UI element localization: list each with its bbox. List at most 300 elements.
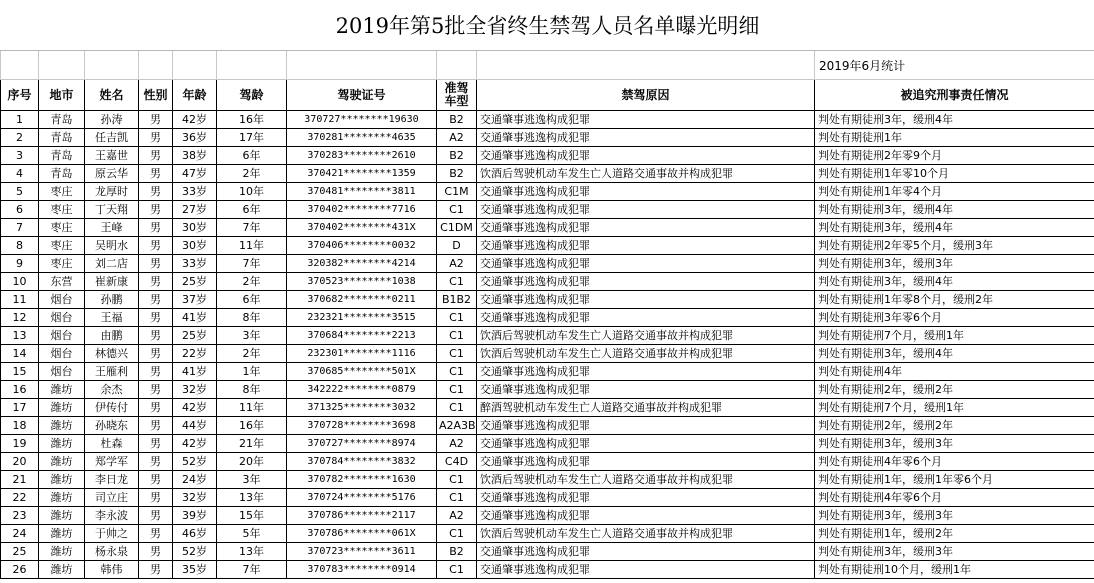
cell-license: 370723********3611 (287, 543, 437, 561)
cell-index: 24 (1, 525, 39, 543)
table-row (1, 453, 1094, 471)
cell-city: 烟台 (39, 309, 85, 327)
cell-driving-age: 11年 (217, 237, 287, 255)
cell-index: 10 (1, 273, 39, 291)
cell-driving-age: 20年 (217, 453, 287, 471)
header-reason: 禁驾原因 (477, 80, 815, 111)
cell-name: 原云华 (85, 165, 139, 183)
table-row (1, 363, 1094, 381)
cell-liability: 判处有期徒刑4年零6个月 (815, 489, 1094, 507)
cell-reason: 醉酒驾驶机动车发生亡人道路交通事故并构成犯罪 (477, 399, 815, 417)
cell-vehicle-type: C1DM (437, 219, 477, 237)
cell-gender: 男 (139, 543, 173, 561)
cell-liability: 判处有期徒刑7个月，缓刑1年 (815, 327, 1094, 345)
table-row (1, 237, 1094, 255)
cell-name: 杨永泉 (85, 543, 139, 561)
cell-driving-age: 16年 (217, 111, 287, 129)
table-row (1, 129, 1094, 147)
cell-driving-age: 8年 (217, 309, 287, 327)
header-license: 驾驶证号 (287, 80, 437, 111)
table-row (1, 435, 1094, 453)
cell-driving-age: 3年 (217, 327, 287, 345)
cell-name: 吴明水 (85, 237, 139, 255)
cell-gender: 男 (139, 453, 173, 471)
cell-reason: 交通肇事逃逸构成犯罪 (477, 111, 815, 129)
cell-reason: 交通肇事逃逸构成犯罪 (477, 363, 815, 381)
table-row (1, 525, 1094, 543)
cell-index: 22 (1, 489, 39, 507)
cell-vehicle-type: C1 (437, 471, 477, 489)
cell-liability: 判处有期徒刑4年 (815, 363, 1094, 381)
header-name: 姓名 (85, 80, 139, 111)
cell-name: 司立庄 (85, 489, 139, 507)
cell-driving-age: 5年 (217, 525, 287, 543)
cell-liability: 判处有期徒刑2年，缓刑2年 (815, 417, 1094, 435)
cell-name: 余杰 (85, 381, 139, 399)
cell-city: 东营 (39, 273, 85, 291)
cell-index: 25 (1, 543, 39, 561)
cell-age: 32岁 (173, 489, 217, 507)
cell-age: 22岁 (173, 345, 217, 363)
cell-driving-age: 8年 (217, 381, 287, 399)
cell-index: 12 (1, 309, 39, 327)
cell-vehicle-type: A2A3B (437, 417, 477, 435)
cell-index: 15 (1, 363, 39, 381)
cell-license: 370523********1038 (287, 273, 437, 291)
table-row (1, 183, 1094, 201)
header-index: 序号 (1, 80, 39, 111)
cell-index: 16 (1, 381, 39, 399)
cell-license: 370728********3698 (287, 417, 437, 435)
cell-name: 由鹏 (85, 327, 139, 345)
cell-index: 13 (1, 327, 39, 345)
cell-vehicle-type: D (437, 237, 477, 255)
table-row (1, 507, 1094, 525)
cell-gender: 男 (139, 129, 173, 147)
cell-index: 6 (1, 201, 39, 219)
cell-age: 36岁 (173, 129, 217, 147)
cell-vehicle-type: B2 (437, 147, 477, 165)
cell-driving-age: 21年 (217, 435, 287, 453)
cell-gender: 男 (139, 327, 173, 345)
cell-liability: 判处有期徒刑3年，缓刑4年 (815, 345, 1094, 363)
table-row (1, 489, 1094, 507)
cell-city: 潍坊 (39, 489, 85, 507)
cell-reason: 饮酒后驾驶机动车发生亡人道路交通事故并构成犯罪 (477, 165, 815, 183)
cell-liability: 判处有期徒刑3年，缓刑3年 (815, 255, 1094, 273)
cell-index: 4 (1, 165, 39, 183)
cell-driving-age: 13年 (217, 489, 287, 507)
cell-liability: 判处有期徒刑1年，缓刑2年 (815, 525, 1094, 543)
cell-license: 370727********19630 (287, 111, 437, 129)
cell-name: 丁天翔 (85, 201, 139, 219)
table-row (1, 327, 1094, 345)
cell-name: 孙鹏 (85, 291, 139, 309)
table-row (1, 345, 1094, 363)
cell-reason: 饮酒后驾驶机动车发生亡人道路交通事故并构成犯罪 (477, 327, 815, 345)
header-liability: 被追究刑事责任情况 (815, 80, 1094, 111)
table-row (1, 561, 1094, 579)
cell-reason: 交通肇事逃逸构成犯罪 (477, 489, 815, 507)
cell-age: 24岁 (173, 471, 217, 489)
cell-gender: 男 (139, 489, 173, 507)
cell-license: 370782********1630 (287, 471, 437, 489)
cell-driving-age: 6年 (217, 201, 287, 219)
cell-index: 26 (1, 561, 39, 579)
cell-gender: 男 (139, 183, 173, 201)
table-row (1, 291, 1094, 309)
table-row (1, 309, 1094, 327)
cell-reason: 交通肇事逃逸构成犯罪 (477, 543, 815, 561)
cell-index: 23 (1, 507, 39, 525)
cell-driving-age: 7年 (217, 219, 287, 237)
cell-age: 37岁 (173, 291, 217, 309)
cell-license: 370402********7716 (287, 201, 437, 219)
cell-gender: 男 (139, 381, 173, 399)
cell-driving-age: 6年 (217, 291, 287, 309)
cell-license: 370783********0914 (287, 561, 437, 579)
cell-age: 38岁 (173, 147, 217, 165)
cell-reason: 交通肇事逃逸构成犯罪 (477, 255, 815, 273)
cell-reason: 交通肇事逃逸构成犯罪 (477, 201, 815, 219)
cell-gender: 男 (139, 345, 173, 363)
cell-reason: 交通肇事逃逸构成犯罪 (477, 417, 815, 435)
cell-license: 232301********1116 (287, 345, 437, 363)
cell-city: 枣庄 (39, 255, 85, 273)
cell-liability: 判处有期徒刑1年零8个月，缓刑2年 (815, 291, 1094, 309)
cell-license: 370421********1359 (287, 165, 437, 183)
cell-name: 李日龙 (85, 471, 139, 489)
cell-gender: 男 (139, 309, 173, 327)
cell-liability: 判处有期徒刑3年，缓刑4年 (815, 111, 1094, 129)
cell-license: 370402********431X (287, 219, 437, 237)
cell-index: 20 (1, 453, 39, 471)
cell-vehicle-type: A2 (437, 255, 477, 273)
cell-driving-age: 2年 (217, 165, 287, 183)
cell-reason: 交通肇事逃逸构成犯罪 (477, 381, 815, 399)
cell-gender: 男 (139, 111, 173, 129)
cell-reason: 交通肇事逃逸构成犯罪 (477, 561, 815, 579)
header-city: 地市 (39, 80, 85, 111)
cell-city: 青岛 (39, 111, 85, 129)
cell-vehicle-type: C1 (437, 201, 477, 219)
cell-gender: 男 (139, 219, 173, 237)
cell-city: 潍坊 (39, 507, 85, 525)
header-row (1, 80, 1094, 111)
cell-city: 枣庄 (39, 201, 85, 219)
cell-age: 25岁 (173, 327, 217, 345)
cell-vehicle-type: B2 (437, 111, 477, 129)
cell-gender: 男 (139, 255, 173, 273)
cell-gender: 男 (139, 435, 173, 453)
cell-name: 孙涛 (85, 111, 139, 129)
cell-license: 370724********5176 (287, 489, 437, 507)
cell-driving-age: 3年 (217, 471, 287, 489)
cell-name: 伊传付 (85, 399, 139, 417)
cell-gender: 男 (139, 417, 173, 435)
cell-vehicle-type: C1 (437, 309, 477, 327)
cell-license: 370786********061X (287, 525, 437, 543)
cell-city: 潍坊 (39, 381, 85, 399)
cell-city: 潍坊 (39, 453, 85, 471)
cell-gender: 男 (139, 291, 173, 309)
cell-driving-age: 17年 (217, 129, 287, 147)
stat-row (1, 51, 1094, 80)
cell-name: 李永波 (85, 507, 139, 525)
cell-driving-age: 13年 (217, 543, 287, 561)
cell-liability: 判处有期徒刑1年零4个月 (815, 183, 1094, 201)
cell-driving-age: 1年 (217, 363, 287, 381)
cell-vehicle-type: C1 (437, 327, 477, 345)
table-row (1, 201, 1094, 219)
cell-age: 32岁 (173, 381, 217, 399)
header-vehicle-type-line1: 准驾 (444, 81, 469, 95)
cell-reason: 交通肇事逃逸构成犯罪 (477, 183, 815, 201)
cell-gender: 男 (139, 165, 173, 183)
cell-age: 42岁 (173, 111, 217, 129)
cell-license: 370684********2213 (287, 327, 437, 345)
cell-city: 潍坊 (39, 543, 85, 561)
cell-reason: 交通肇事逃逸构成犯罪 (477, 219, 815, 237)
table-row (1, 399, 1094, 417)
cell-age: 42岁 (173, 435, 217, 453)
cell-reason: 交通肇事逃逸构成犯罪 (477, 129, 815, 147)
cell-city: 烟台 (39, 291, 85, 309)
cell-liability: 判处有期徒刑3年，缓刑3年 (815, 435, 1094, 453)
cell-age: 33岁 (173, 183, 217, 201)
table-row (1, 543, 1094, 561)
cell-gender: 男 (139, 237, 173, 255)
cell-vehicle-type: B2 (437, 165, 477, 183)
cell-vehicle-type: A2 (437, 129, 477, 147)
cell-license: 371325********3032 (287, 399, 437, 417)
cell-gender: 男 (139, 507, 173, 525)
cell-city: 枣庄 (39, 219, 85, 237)
cell-age: 52岁 (173, 453, 217, 471)
table-row (1, 255, 1094, 273)
stat-note: 2019年6月统计 (815, 51, 1094, 80)
cell-index: 2 (1, 129, 39, 147)
cell-gender: 男 (139, 273, 173, 291)
cell-license: 370283********2610 (287, 147, 437, 165)
cell-reason: 交通肇事逃逸构成犯罪 (477, 147, 815, 165)
cell-gender: 男 (139, 399, 173, 417)
cell-name: 崔新康 (85, 273, 139, 291)
cell-age: 41岁 (173, 363, 217, 381)
cell-age: 42岁 (173, 399, 217, 417)
cell-age: 52岁 (173, 543, 217, 561)
cell-name: 韩伟 (85, 561, 139, 579)
cell-reason: 交通肇事逃逸构成犯罪 (477, 237, 815, 255)
title-row (1, 0, 1094, 51)
cell-city: 潍坊 (39, 561, 85, 579)
cell-city: 枣庄 (39, 237, 85, 255)
header-age: 年龄 (173, 80, 217, 111)
cell-reason: 交通肇事逃逸构成犯罪 (477, 453, 815, 471)
cell-reason: 交通肇事逃逸构成犯罪 (477, 309, 815, 327)
cell-age: 46岁 (173, 525, 217, 543)
cell-vehicle-type: C1 (437, 381, 477, 399)
cell-city: 潍坊 (39, 399, 85, 417)
cell-gender: 男 (139, 561, 173, 579)
cell-index: 1 (1, 111, 39, 129)
cell-liability: 判处有期徒刑2年零9个月 (815, 147, 1094, 165)
cell-vehicle-type: C1 (437, 363, 477, 381)
cell-license: 370481********3811 (287, 183, 437, 201)
table-row (1, 147, 1094, 165)
cell-driving-age: 7年 (217, 561, 287, 579)
cell-liability: 判处有期徒刑3年，缓刑3年 (815, 543, 1094, 561)
cell-name: 孙晓东 (85, 417, 139, 435)
table-row (1, 111, 1094, 129)
cell-liability: 判处有期徒刑3年零6个月 (815, 309, 1094, 327)
cell-vehicle-type: C1 (437, 399, 477, 417)
cell-name: 王雁利 (85, 363, 139, 381)
cell-vehicle-type: C4D (437, 453, 477, 471)
cell-name: 林德兴 (85, 345, 139, 363)
cell-driving-age: 11年 (217, 399, 287, 417)
header-driving-age: 驾龄 (217, 80, 287, 111)
cell-liability: 判处有期徒刑3年，缓刑3年 (815, 507, 1094, 525)
cell-age: 30岁 (173, 219, 217, 237)
cell-liability: 判处有期徒刑2年零5个月，缓刑3年 (815, 237, 1094, 255)
cell-city: 青岛 (39, 147, 85, 165)
cell-vehicle-type: C1 (437, 489, 477, 507)
cell-reason: 饮酒后驾驶机动车发生亡人道路交通事故并构成犯罪 (477, 471, 815, 489)
cell-index: 8 (1, 237, 39, 255)
cell-vehicle-type: A2 (437, 435, 477, 453)
cell-name: 龙厚时 (85, 183, 139, 201)
cell-index: 7 (1, 219, 39, 237)
cell-age: 30岁 (173, 237, 217, 255)
cell-vehicle-type: B2 (437, 543, 477, 561)
header-vehicle-type-line2: 车型 (444, 94, 469, 108)
cell-liability: 判处有期徒刑4年零6个月 (815, 453, 1094, 471)
cell-liability: 判处有期徒刑3年，缓刑4年 (815, 219, 1094, 237)
cell-liability: 判处有期徒刑10个月，缓刑1年 (815, 561, 1094, 579)
cell-license: 370685********501X (287, 363, 437, 381)
table-row (1, 417, 1094, 435)
cell-license: 232321********3515 (287, 309, 437, 327)
cell-index: 14 (1, 345, 39, 363)
cell-age: 47岁 (173, 165, 217, 183)
cell-vehicle-type: C1M (437, 183, 477, 201)
cell-name: 王嘉世 (85, 147, 139, 165)
cell-gender: 男 (139, 471, 173, 489)
cell-age: 39岁 (173, 507, 217, 525)
cell-city: 潍坊 (39, 471, 85, 489)
cell-age: 27岁 (173, 201, 217, 219)
cell-driving-age: 15年 (217, 507, 287, 525)
cell-driving-age: 10年 (217, 183, 287, 201)
cell-vehicle-type: C1 (437, 561, 477, 579)
cell-license: 320382********4214 (287, 255, 437, 273)
table-row (1, 165, 1094, 183)
table-row (1, 273, 1094, 291)
cell-gender: 男 (139, 201, 173, 219)
cell-reason: 交通肇事逃逸构成犯罪 (477, 435, 815, 453)
cell-index: 18 (1, 417, 39, 435)
cell-liability: 判处有期徒刑1年，缓刑1年零6个月 (815, 471, 1094, 489)
cell-license: 342222********0879 (287, 381, 437, 399)
cell-liability: 判处有期徒刑1年零10个月 (815, 165, 1094, 183)
cell-vehicle-type: C1 (437, 525, 477, 543)
cell-vehicle-type: C1 (437, 273, 477, 291)
cell-city: 烟台 (39, 363, 85, 381)
cell-index: 21 (1, 471, 39, 489)
cell-license: 370727********8974 (287, 435, 437, 453)
cell-city: 潍坊 (39, 417, 85, 435)
cell-gender: 男 (139, 363, 173, 381)
cell-name: 杜森 (85, 435, 139, 453)
cell-liability: 判处有期徒刑2年，缓刑2年 (815, 381, 1094, 399)
cell-city: 烟台 (39, 345, 85, 363)
cell-driving-age: 2年 (217, 273, 287, 291)
cell-license: 370784********3832 (287, 453, 437, 471)
cell-name: 于帅之 (85, 525, 139, 543)
cell-city: 枣庄 (39, 183, 85, 201)
cell-reason: 饮酒后驾驶机动车发生亡人道路交通事故并构成犯罪 (477, 345, 815, 363)
cell-index: 9 (1, 255, 39, 273)
cell-city: 潍坊 (39, 525, 85, 543)
cell-reason: 交通肇事逃逸构成犯罪 (477, 507, 815, 525)
cell-index: 19 (1, 435, 39, 453)
cell-index: 17 (1, 399, 39, 417)
cell-age: 44岁 (173, 417, 217, 435)
cell-driving-age: 2年 (217, 345, 287, 363)
cell-name: 王福 (85, 309, 139, 327)
cell-age: 35岁 (173, 561, 217, 579)
cell-driving-age: 6年 (217, 147, 287, 165)
cell-gender: 男 (139, 525, 173, 543)
cell-license: 370281********4635 (287, 129, 437, 147)
table-row (1, 381, 1094, 399)
header-gender: 性别 (139, 80, 173, 111)
cell-age: 25岁 (173, 273, 217, 291)
cell-driving-age: 7年 (217, 255, 287, 273)
cell-age: 41岁 (173, 309, 217, 327)
cell-gender: 男 (139, 147, 173, 165)
cell-name: 刘二店 (85, 255, 139, 273)
cell-vehicle-type: A2 (437, 507, 477, 525)
cell-name: 任吉凯 (85, 129, 139, 147)
cell-license: 370406********0032 (287, 237, 437, 255)
cell-name: 郑学军 (85, 453, 139, 471)
cell-index: 5 (1, 183, 39, 201)
cell-city: 青岛 (39, 129, 85, 147)
cell-liability: 判处有期徒刑1年 (815, 129, 1094, 147)
cell-city: 潍坊 (39, 435, 85, 453)
cell-liability: 判处有期徒刑3年，缓刑4年 (815, 201, 1094, 219)
table-row (1, 471, 1094, 489)
cell-license: 370682********0211 (287, 291, 437, 309)
cell-liability: 判处有期徒刑7个月，缓刑1年 (815, 399, 1094, 417)
cell-license: 370786********2117 (287, 507, 437, 525)
cell-vehicle-type: B1B2 (437, 291, 477, 309)
cell-liability: 判处有期徒刑3年，缓刑4年 (815, 273, 1094, 291)
cell-age: 33岁 (173, 255, 217, 273)
cell-vehicle-type: C1 (437, 345, 477, 363)
cell-reason: 交通肇事逃逸构成犯罪 (477, 291, 815, 309)
header-vehicle-type (437, 80, 477, 111)
cell-reason: 交通肇事逃逸构成犯罪 (477, 273, 815, 291)
page-title: 2019年第5批全省终生禁驾人员名单曝光明细 (1, 0, 1094, 51)
cell-city: 青岛 (39, 165, 85, 183)
cell-index: 11 (1, 291, 39, 309)
table-row (1, 219, 1094, 237)
cell-index: 3 (1, 147, 39, 165)
cell-name: 王峰 (85, 219, 139, 237)
